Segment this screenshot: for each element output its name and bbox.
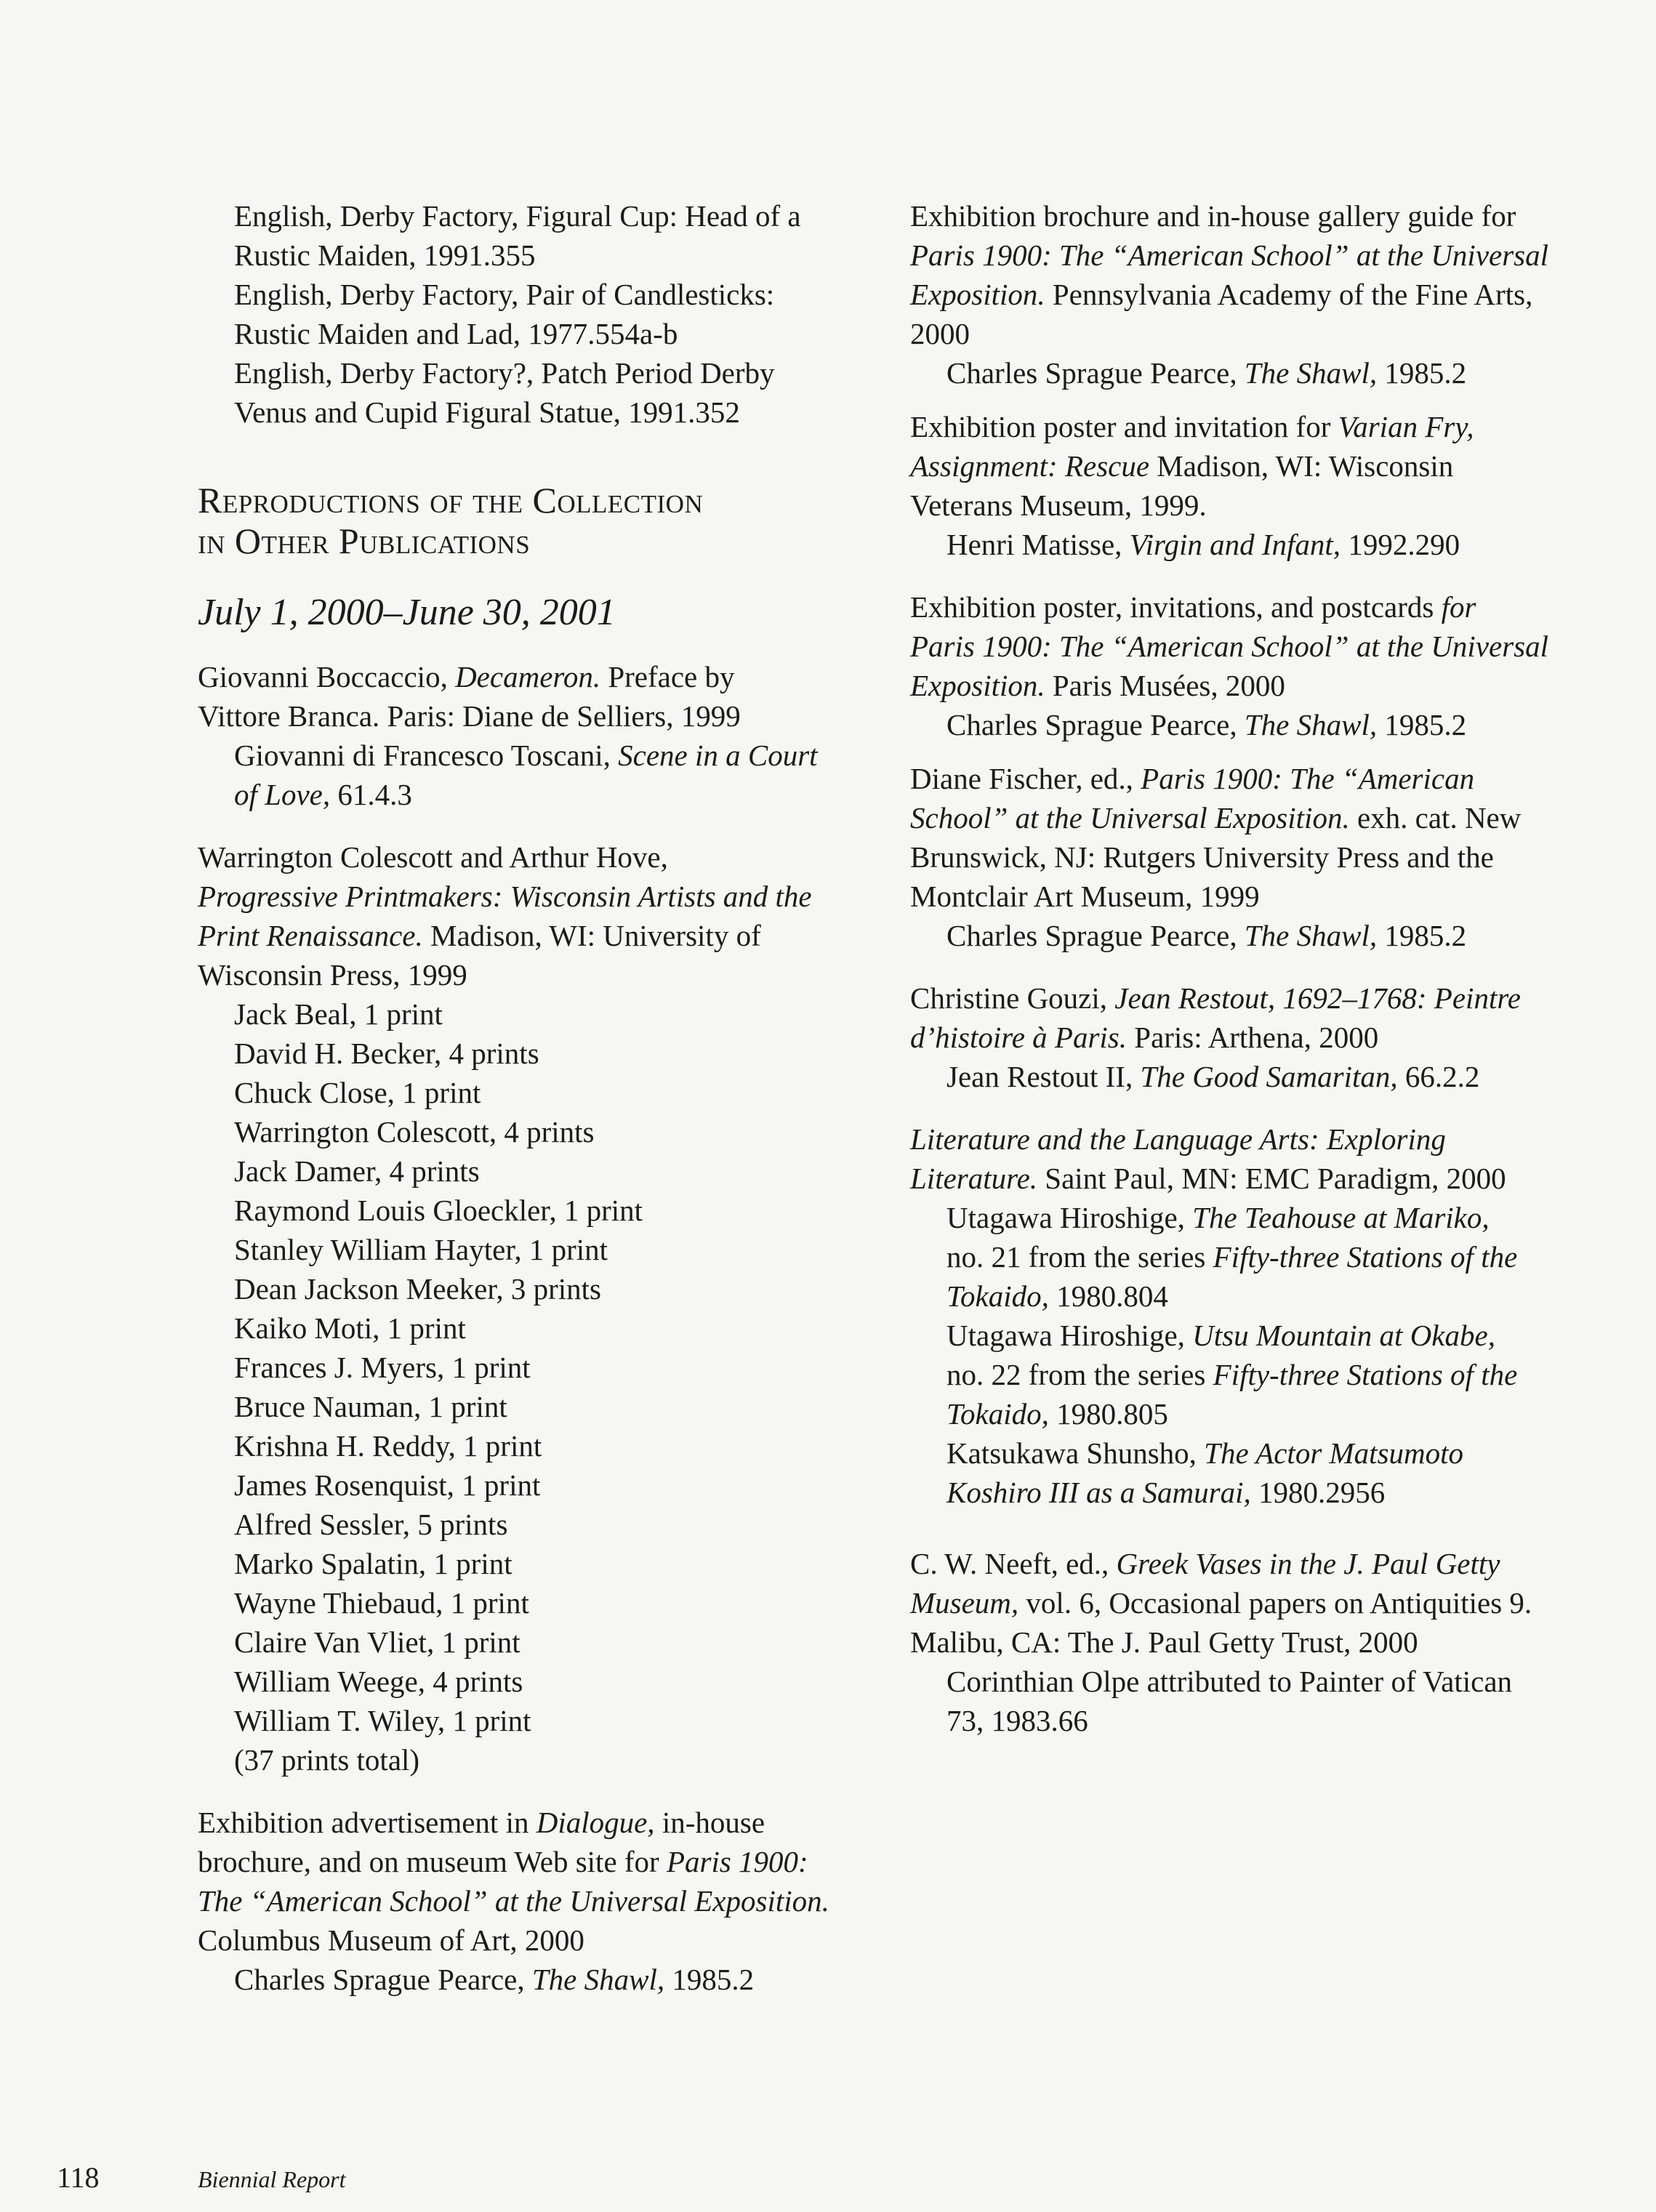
- work-line: Tokaido, 1980.804: [946, 1279, 1168, 1313]
- citation-line: School” at the Universal Exposition. exh. cat. New: [910, 801, 1522, 834]
- work-line: Koshiro III as a Samurai, 1980.2956: [946, 1476, 1386, 1509]
- entry-literature: [910, 1119, 1557, 1512]
- entry-boccaccio: [198, 657, 852, 814]
- section-heading: [198, 480, 852, 561]
- artist-item: Alfred Sessler, 5 prints: [234, 1508, 508, 1541]
- citation-line: brochure, and on museum Web site for Paris 1900:: [198, 1845, 808, 1878]
- continued-line: Rustic Maiden and Lad, 1977.554a-b: [234, 317, 678, 350]
- entry-colescott: [198, 837, 852, 1779]
- citation-line: Warrington Colescott and Arthur Hove,: [198, 840, 668, 874]
- citation-line: Museum, vol. 6, Occasional papers on Antiquities 9.: [910, 1586, 1532, 1620]
- artist-item: James Rosenquist, 1 print: [234, 1468, 541, 1502]
- left-column: [198, 196, 852, 1999]
- citation-line: Wisconsin Press, 1999: [198, 958, 467, 992]
- artist-list: [198, 994, 852, 1779]
- citation-line: Exhibition poster and invitation for Varian Fry,: [910, 410, 1474, 443]
- artist-item: Warrington Colescott, 4 prints: [234, 1115, 595, 1149]
- artist-item: Jack Damer, 4 prints: [234, 1154, 480, 1188]
- citation-line: Brunswick, NJ: Rutgers University Press and the: [910, 840, 1494, 874]
- citation-line: Exhibition poster, invitations, and postcards for: [910, 590, 1476, 624]
- work-line: Charles Sprague Pearce, The Shawl, 1985.2: [946, 356, 1467, 390]
- work-line: no. 21 from the series Fifty-three Stations of the: [946, 1240, 1518, 1274]
- artist-item: Wayne Thiebaud, 1 print: [234, 1586, 529, 1620]
- citation-line: d’histoire à Paris. Paris: Arthena, 2000: [910, 1021, 1379, 1054]
- running-title: Biennial Report: [198, 2166, 346, 2192]
- artist-item: Jack Beal, 1 print: [234, 997, 443, 1031]
- citation-line: Veterans Museum, 1999.: [910, 488, 1207, 522]
- citation-line: Vittore Branca. Paris: Diane de Selliers, 1999: [198, 699, 741, 733]
- section-heading-line: Reproductions of the Collection: [198, 480, 704, 520]
- work-line: Charles Sprague Pearce, The Shawl, 1985.2: [946, 919, 1467, 952]
- citation-line: Malibu, CA: The J. Paul Getty Trust, 2000: [910, 1625, 1418, 1659]
- citation-line: Exposition. Pennsylvania Academy of the Fine Arts,: [910, 278, 1533, 311]
- right-column: [910, 196, 1557, 1740]
- citation-line: Assignment: Rescue Madison, WI: Wisconsin: [910, 449, 1454, 483]
- artist-item: Kaiko Moti, 1 print: [234, 1311, 466, 1345]
- citation-line: Paris 1900: The “American School” at the Universal: [910, 238, 1549, 272]
- artist-item: Bruce Nauman, 1 print: [234, 1390, 507, 1423]
- section-heading-line: in Other Publications: [198, 520, 531, 561]
- citation-line: Exposition. Paris Musées, 2000: [910, 669, 1285, 702]
- citation-line: Columbus Museum of Art, 2000: [198, 1923, 584, 1957]
- citation-line: Exhibition brochure and in-house gallery guide for: [910, 199, 1516, 233]
- entry-neeft: [910, 1544, 1557, 1740]
- page-number: 118: [57, 2161, 100, 2194]
- citation-line: Literature and the Language Arts: Exploring: [910, 1122, 1446, 1156]
- artist-item: Stanley William Hayter, 1 print: [234, 1233, 608, 1266]
- artist-item: Krishna H. Reddy, 1 print: [234, 1429, 542, 1463]
- continued-list: [198, 196, 852, 432]
- work-line: 73, 1983.66: [946, 1704, 1088, 1737]
- work-line: Tokaido, 1980.805: [946, 1397, 1168, 1431]
- entry-pafa-brochure: [910, 196, 1557, 393]
- work-line: Utagawa Hiroshige, Utsu Mountain at Okabe,: [946, 1319, 1495, 1352]
- citation-line: Paris 1900: The “American School” at the Universal: [910, 630, 1549, 663]
- citation-line: Exhibition advertisement in Dialogue, in-house: [198, 1806, 765, 1839]
- work-line: Utagawa Hiroshige, The Teahouse at Mariko,: [946, 1201, 1490, 1234]
- work-line: of Love, 61.4.3: [234, 778, 412, 811]
- citation-line: Progressive Printmakers: Wisconsin Artists and the: [198, 880, 812, 913]
- citation-line: Diane Fischer, ed., Paris 1900: The “American: [910, 762, 1475, 795]
- artist-total: (37 prints total): [234, 1743, 420, 1777]
- entry-fischer: [910, 759, 1557, 955]
- artist-item: Chuck Close, 1 print: [234, 1076, 481, 1109]
- citation-line: 2000: [910, 317, 970, 350]
- continued-line: Rustic Maiden, 1991.355: [234, 238, 536, 272]
- work-line: Giovanni di Francesco Toscani, Scene in a Court: [234, 739, 818, 772]
- continued-line: English, Derby Factory, Figural Cup: Head of a: [234, 199, 801, 233]
- artist-item: Dean Jackson Meeker, 3 prints: [234, 1272, 602, 1306]
- entry-paris-musees: [910, 587, 1557, 744]
- artist-item: William Weege, 4 prints: [234, 1665, 523, 1698]
- period-heading: July 1, 2000–June 30, 2001: [198, 592, 616, 633]
- entry-gouzi: [910, 978, 1557, 1096]
- citation-line: C. W. Neeft, ed., Greek Vases in the J. Paul Getty: [910, 1547, 1500, 1580]
- artist-item: Frances J. Myers, 1 print: [234, 1351, 531, 1384]
- work-line: Katsukawa Shunsho, The Actor Matsumoto: [946, 1436, 1464, 1470]
- artist-item: William T. Wiley, 1 print: [234, 1704, 531, 1737]
- work-line: Charles Sprague Pearce, The Shawl, 1985.2: [234, 1963, 755, 1996]
- artist-item: Claire Van Vliet, 1 print: [234, 1625, 520, 1659]
- work-line: Corinthian Olpe attributed to Painter of Vatican: [946, 1665, 1513, 1698]
- continued-line: English, Derby Factory?, Patch Period Derby: [234, 356, 775, 390]
- work-line: Henri Matisse, Virgin and Infant, 1992.290: [946, 528, 1460, 561]
- citation-line: The “American School” at the Universal Exposition.: [198, 1884, 829, 1918]
- work-line: Jean Restout II, The Good Samaritan, 66.2.2: [946, 1060, 1480, 1093]
- citation-line: Montclair Art Museum, 1999: [910, 880, 1260, 913]
- citation-line: Literature. Saint Paul, MN: EMC Paradigm, 2000: [910, 1162, 1506, 1195]
- work-line: Charles Sprague Pearce, The Shawl, 1985.2: [946, 708, 1467, 741]
- citation-line: Christine Gouzi, Jean Restout, 1692–1768: Peintre: [910, 981, 1521, 1015]
- work-line: no. 22 from the series Fifty-three Stations of the: [946, 1358, 1518, 1391]
- entry-columbus-dialogue: [198, 1803, 852, 1999]
- entry-varian-fry: [910, 407, 1557, 564]
- artist-item: David H. Becker, 4 prints: [234, 1037, 539, 1070]
- citation-line: Print Renaissance. Madison, WI: University of: [198, 919, 761, 952]
- continued-line: English, Derby Factory, Pair of Candlesticks:: [234, 278, 775, 311]
- artist-item: Raymond Louis Gloeckler, 1 print: [234, 1194, 643, 1227]
- artist-item: Marko Spalatin, 1 print: [234, 1547, 513, 1580]
- citation-line: Giovanni Boccaccio, Decameron. Preface by: [198, 660, 735, 693]
- continued-line: Venus and Cupid Figural Statue, 1991.352: [234, 395, 740, 429]
